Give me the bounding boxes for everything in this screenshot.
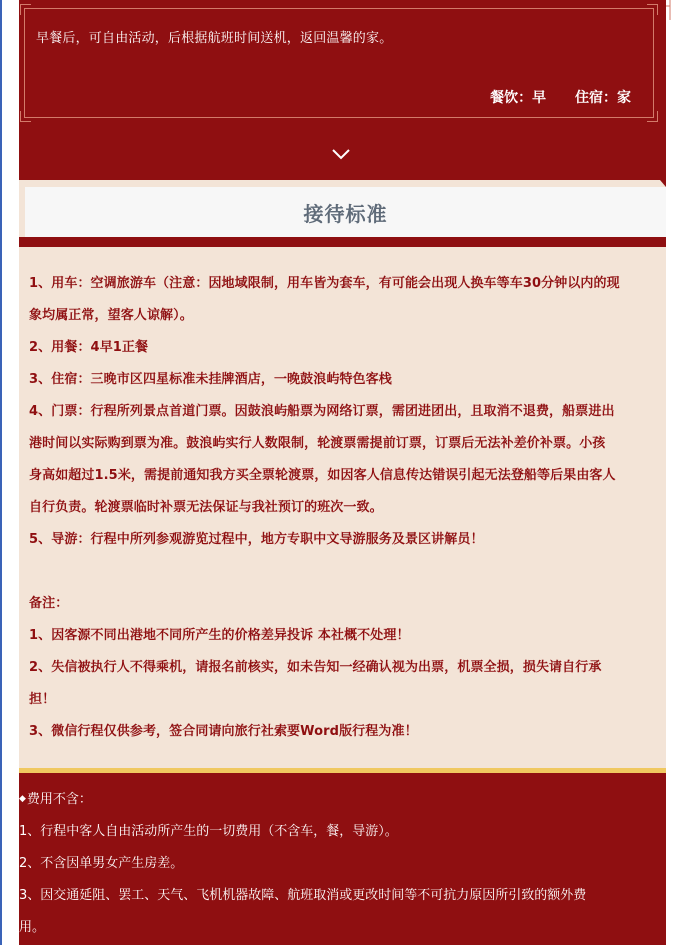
corner-ornament [647, 111, 658, 122]
reception-standards [19, 247, 666, 768]
day-panel [19, 0, 666, 180]
standard-line: 2、用餐：4早1正餐 [29, 340, 149, 355]
lodging-label: 住宿：家 [575, 90, 631, 106]
left-border [0, 0, 2, 945]
note-line: 1、因客源不同出港地不同所产生的价格差异投诉 本社概不处理！ [29, 628, 410, 643]
spacer [29, 556, 659, 588]
section-title: 接待标准 [303, 201, 388, 226]
standard-line: 5、导游：行程中所列参观游览过程中，地方专职中文导游服务及景区讲解员！ [29, 532, 484, 547]
corner-ornament [647, 4, 658, 15]
standard-line: 港时间以实际购到票为准。鼓浪屿实行人数限制，轮渡票需提前订票，订票后无法补差价补票。小孩 [29, 436, 606, 451]
notes-title: 备注： [29, 596, 69, 611]
standard-line: 象均属正常，望客人谅解）。 [29, 308, 193, 323]
day-box [24, 8, 654, 118]
section-title-box [25, 187, 666, 237]
fees-title: 费用不含： [26, 792, 92, 807]
fee-line: 2、不含因单男女产生房差。 [19, 856, 184, 871]
divider [19, 237, 666, 247]
corner-ornament [20, 4, 31, 15]
excluded-fees [19, 773, 666, 945]
meals-label: 餐饮：早 [490, 90, 547, 106]
fees-title-row [19, 783, 666, 816]
fee-line: 1、行程中客人自由活动所产生的一切费用（不含车，餐，导游）。 [19, 824, 398, 839]
note-line: 担！ [29, 692, 56, 707]
corner-ornament [20, 111, 31, 122]
fee-line: 用。 [19, 920, 46, 935]
fee-line: 3、因交通延阻、罢工、天气、飞机机器故障、航班取消或更改时间等不可抗力原因所引致的额外费 [19, 888, 587, 903]
diamond-icon: ◆ [19, 794, 26, 804]
standard-line: 3、住宿：三晚市区四星标准未挂牌酒店，一晚鼓浪屿特色客栈 [29, 372, 392, 387]
note-line: 3、微信行程仅供参考，签合同请向旅行社索要Word版行程为准！ [29, 724, 418, 739]
day-description: 早餐后，可自由活动，后根据航班时间送机，返回温馨的家。 [36, 31, 393, 46]
itinerary-content [19, 0, 666, 945]
standards-list [29, 268, 659, 748]
note-line: 2、失信被执行人不得乘机，请报名前核实，如未告知一经确认视为出票，机票全损，损失请自行承 [29, 660, 602, 675]
fees-list [19, 783, 666, 944]
chevron-down-icon[interactable] [332, 148, 350, 160]
standard-line: 自行负责。轮渡票临时补票无法保证与我社预订的班次一致。 [29, 500, 383, 515]
standard-line: 4、门票：行程所列景点首道门票。因鼓浪屿船票为网络订票，需团进团出，且取消不退费，船票进出 [29, 404, 615, 419]
standard-line: 1、用车：空调旅游车（注意：因地域限制，用车皆为套车，有可能会出现人换车等车30分钟以内的现 [29, 276, 620, 291]
meal-lodging-info [490, 87, 631, 107]
standard-line: 身高如超过1.5米，需提前通知我方买全票轮渡票，如因客人信息传达错误引起无法登船等后果由客人 [29, 468, 616, 483]
